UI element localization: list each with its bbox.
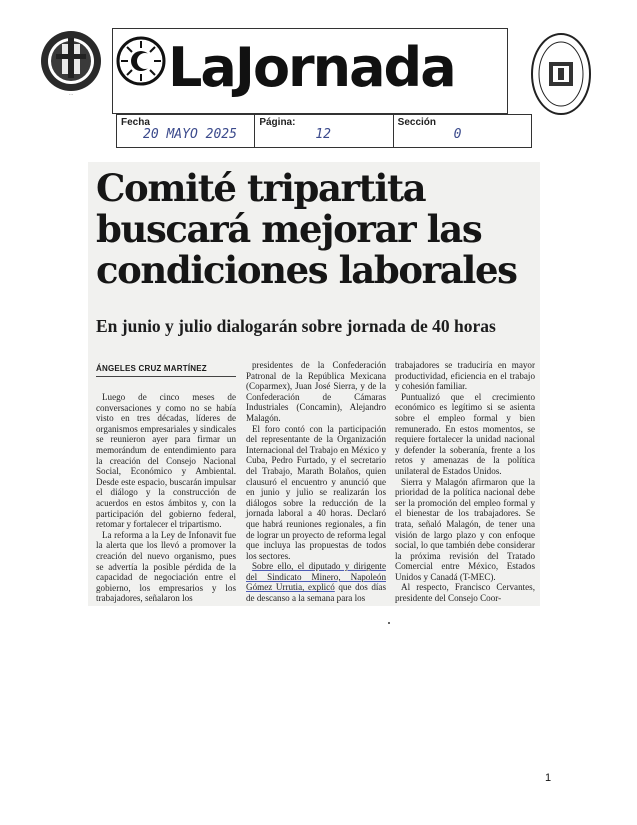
paragraph: Puntualizó que el crecimiento económico es legítimo si se asienta sobre el empleo formal y bien remunerado. En estos momentos, se requiere fortalecer la unidad nacional y defender la soberanía, frente a los retos y amenazas de la política unilateral de Estados Unidos. [395,391,535,476]
seccion-cell [394,115,531,147]
article-column-3 [395,360,535,604]
highlighted-passage: Sobre ello, el diputado y dirigente del Sindicato Minero, Napoleón Gómez Urrutia, explicó [246,561,386,593]
paragraph: trabajadores se traduciría en mayor productividad, eficiencia en el trabajo y cohesión familiar. [395,360,535,392]
pagina-label: Página: [259,117,296,128]
paragraph: Sierra y Malagón afirmaron que la prioridad de la política nacional debe ser la promoción del empleo formal y el bienestar de los trabajadores. Se trata, señaló Malagón, de tener una visión de largo plazo y con enfoque social, lo que también debe considerar la próxima revisión del Tratado Comercial entre México, Estados Unidos y Canadá (T-MEC). [395,476,535,582]
fecha-label: Fecha [121,117,150,128]
speck [388,622,390,624]
pagina-cell [255,115,393,147]
paragraph [246,561,386,603]
paragraph-tail: que dos días de descanso a la semana para los [246,582,387,604]
paragraph: Al respecto, Francisco Cervantes, presidente del Consejo Coor- [395,582,535,604]
fecha-value: 20 MAYO 2025 [143,127,237,142]
clipping-header [0,0,637,150]
article-headline: Comité tripartita buscará mejorar las condiciones laborales [96,166,517,292]
page-number: 1 [545,772,552,784]
paragraph: presidentes de la Confederación Patronal de la República Mexicana (Coparmex), Juan José Sierra, y de la Confederación de Cámaras Industriales (Concamin), Alejandro Malagón. [246,360,386,423]
seccion-value: 0 [453,127,462,142]
paragraph: Luego de cinco meses de conversaciones y como no se había visto en tres décadas, líderes de organismos empresariales y sindicales se reunieron ayer para firmar un memorándum de entendimiento para la creación del Consejo Nacional Social, Económico y Ambiental. Desde este espacio, buscarán impulsar el diálogo y la construcción de acuerdos en estos ámbitos y, con la participación del gobierno federal, retomar y fortalecer el tripartismo. [96,392,236,530]
paragraph: El foro contó con la participación del representante de la Organización Internacional del Trabajo en México y Cuba, Pedro Furtado, y el secretario del Trabajo, Marath Bolaños, quien clausuró el encuentro y anunció que en junio y julio se realizarán los diálogos sobre la reducción de la jornada laboral a 40 horas. Declaró que habrá reuniones regionales, a fin de lograr un proyecto de reforma legal que incluya las propuestas de todos los sectores. [246,423,386,561]
masthead-title: LaJornada [168,36,455,99]
clipping-meta-row [116,114,532,148]
article-subheadline: En junio y julio dialogarán sobre jornada de 40 horas [96,316,496,336]
article-column-1 [96,392,236,604]
fecha-cell [117,115,255,147]
pagina-value: 12 [315,127,331,142]
seccion-label: Sección [397,117,437,128]
cit-seal-icon [530,32,592,116]
paragraph: La reforma a la Ley de Infonavit fue la alerta que los llevó a promover la creación del nuevo organismo, pues se advertía la posible pérdida de la capacidad de negociación entre el gobierno, los empresarios y los trabajadores, señalaron los [96,529,236,604]
institution-seal-icon [38,28,104,98]
svg-text:···: ··· [68,92,74,98]
article-column-2 [246,360,386,604]
article-byline: ÁNGELES CRUZ MARTÍNEZ [96,364,236,377]
sun-logo-icon [116,36,166,86]
